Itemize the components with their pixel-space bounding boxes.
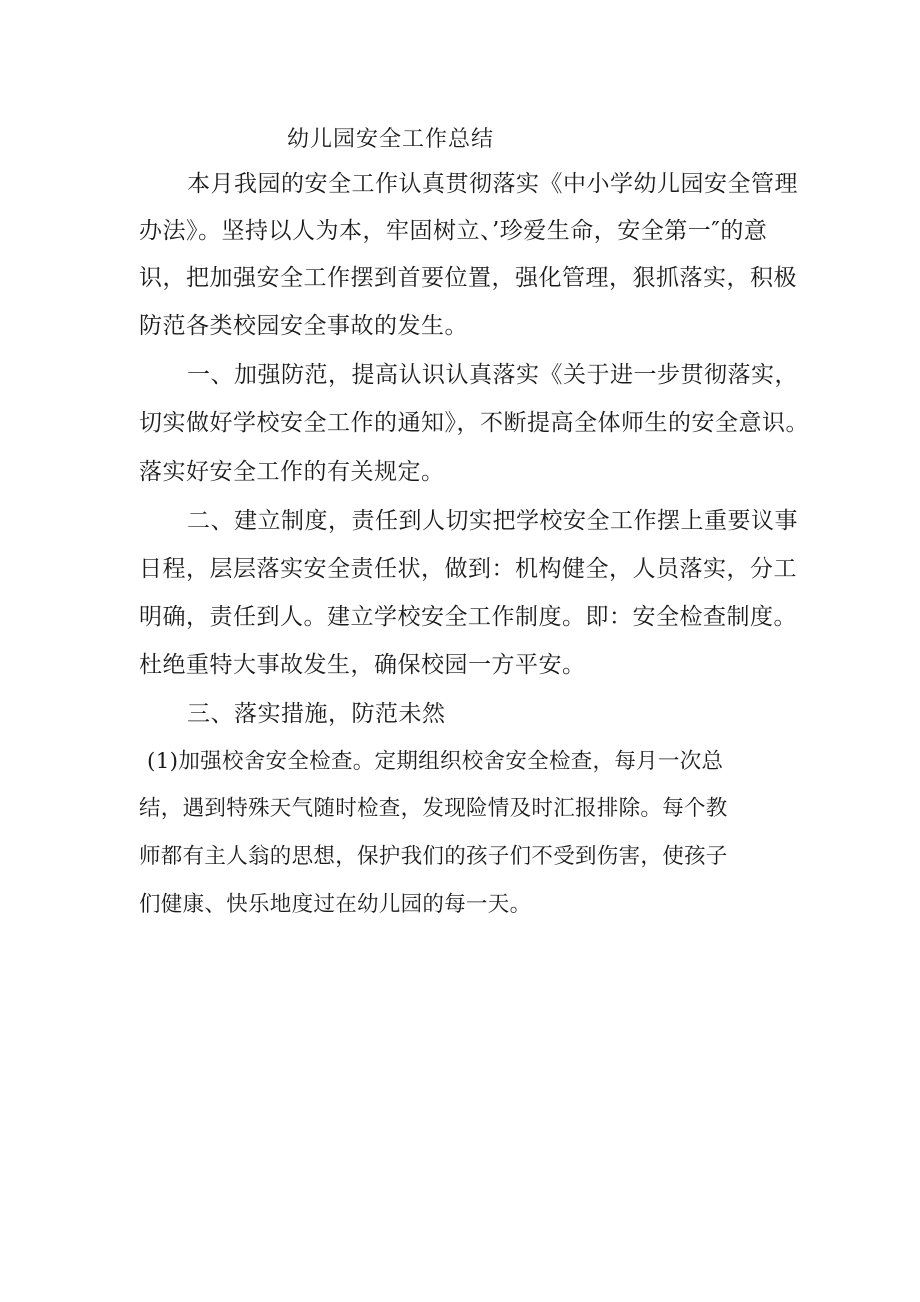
section-1-line-3: 落实好安全工作的有关规定。 bbox=[139, 459, 445, 485]
section-2-line-3: 明确，责任到人。建立学校安全工作制度。即：安全检查制度。 bbox=[139, 604, 797, 630]
paragraph-1-line-1: 本月我园的安全工作认真贯彻落实《中小学幼儿园安全管理 bbox=[187, 171, 798, 197]
paragraph-1-line-3: 识，把加强安全工作摆到首要位置，强化管理，狠抓落实，积极 bbox=[139, 265, 797, 291]
section-3-heading: 三、落实措施，防范未然 bbox=[187, 701, 446, 727]
section-2-line-1: 二、建立制度，责任到人切实把学校安全工作摆上重要议事 bbox=[187, 508, 798, 534]
item-1-line-3: 师都有主人翁的思想，保护我们的孩子们不受到伤害，使孩子 bbox=[139, 844, 728, 869]
section-2-line-4: 杜绝重特大事故发生，确保校园一方平安。 bbox=[139, 652, 586, 678]
paragraph-1-line-4: 防范各类校园安全事故的发生。 bbox=[139, 313, 468, 339]
section-1-line-2: 切实做好学校安全工作的通知》，不断提高全体师生的安全意识。 bbox=[139, 410, 809, 436]
section-2-line-2: 日程，层层落实安全责任状，做到：机构健全，人员落实，分工 bbox=[139, 556, 797, 582]
item-1-line-2: 结，遇到特殊天气随时检查，发现险情及时汇报排除。每个教 bbox=[139, 796, 728, 821]
item-1-line-4: 们健康、快乐地度过在幼儿园的每一天。 bbox=[139, 892, 532, 917]
paragraph-1-line-2: 办法》。坚持以人为本，牢固树立、’珍爱生命，安全第一″的意 bbox=[139, 218, 768, 244]
item-1-line-1: (1)加强校舍安全检查。定期组织校舍安全检查，每月一次总 bbox=[147, 749, 724, 774]
section-1-line-1: 一、加强防范，提高认识认真落实《关于进一步贯彻落实， bbox=[187, 362, 798, 388]
document-title: 幼儿园安全工作总结 bbox=[287, 127, 495, 152]
